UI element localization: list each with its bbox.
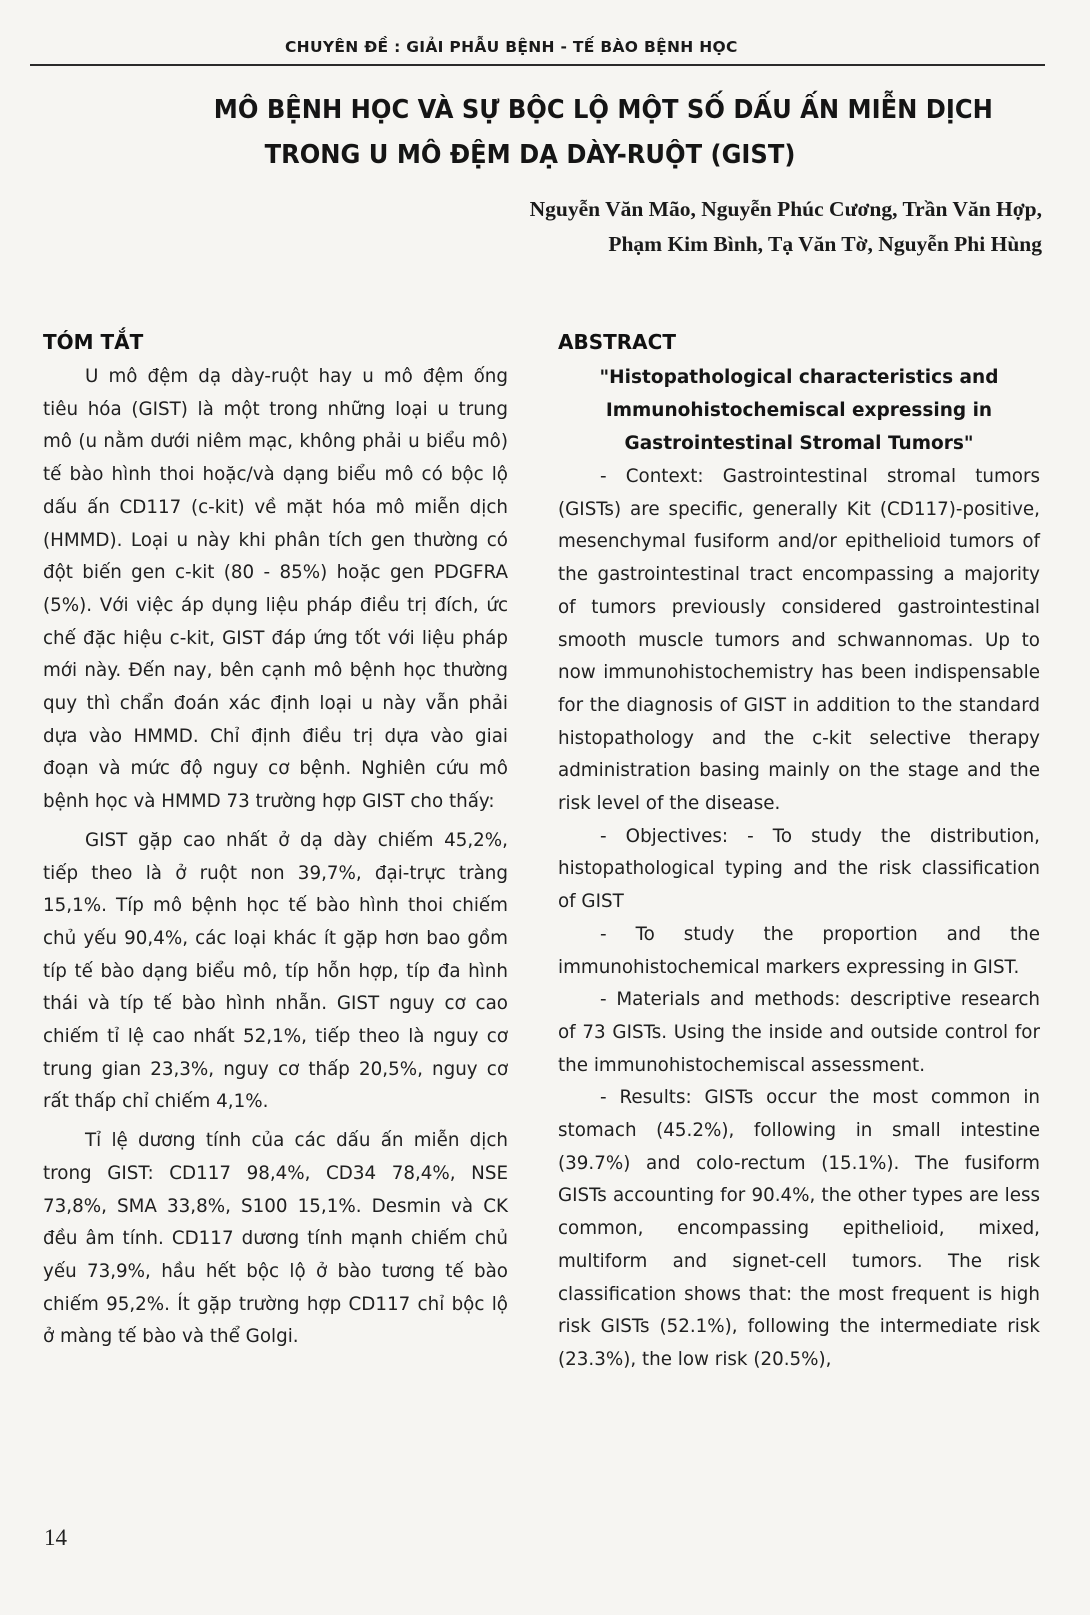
abstract-context: - Context: Gastrointestinal stromal tumors (GISTs) are specific, generally Kit (CD117)-positive, mesenchymal fusiform and/or epithelioid tumors of the gastrointestinal tract encompassing a majority of tumors previously considered gastrointestinal smooth muscle tumors and schwannomas. Up to now immunohistochemistry has been indispensable for the diagnosis of GIST in addition to the standard histopathology and the c-kit selective therapy administration basing mainly on the stage and the risk level of the disease. <box>558 466 1040 815</box>
abstract-column <box>558 325 1040 1377</box>
abstract-results: - Results: GISTs occur the most common in stomach (45.2%), following in small intestine (39.7%) and colo-rectum (15.1%). The fusiform GISTs accounting for 90.4%, the other types are less common, encompassing epithelioid, mixed, multiform and signet-cell tumors. The risk classification shows that: the most frequent is high risk GISTs (52.1%), following the intermediate risk (23.3%), the low risk (20.5%), <box>558 1087 1040 1370</box>
summary-heading: TÓM TẮT <box>43 330 144 354</box>
summary-paragraph-3: Tỉ lệ dương tính của các dấu ấn miễn dịch trong GIST: CD117 98,4%, CD34 78,4%, NSE 73,8%, SMA 33,8%, S100 15,1%. Desmin và CK đều âm tính. CD117 dương tính mạnh chiếm chủ yếu 73,9%, hầu hết bộc lộ ở bào tương tế bào chiếm 95,2%. Ít gặp trường hợp CD117 chỉ bộc lộ ở màng tế bào và thể Golgi. <box>43 1130 508 1348</box>
abstract-subtitle: "Histopathological characteristics and Immunohistochemiscal expressing in Gastrointestinal Stromal Tumors" <box>599 367 999 454</box>
author-list <box>322 192 1042 262</box>
summary-paragraph-2: GIST gặp cao nhất ở dạ dày chiếm 45,2%, tiếp theo là ở ruột non 39,7%, đại-trực tràng 15,1%. Típ mô bệnh học tế bào hình thoi chiếm chủ yếu 90,4%, các loại khác ít gặp hơn bao gồm típ tế bào dạng biểu mô, típ hỗn hợp, típ đa hình thái và típ tế bào hình nhẫn. GIST nguy cơ cao chiếm tỉ lệ cao nhất 52,1%, tiếp theo là nguy cơ trung gian 23,3%, nguy cơ thấp 20,5%, nguy cơ rất thấp chỉ chiếm 4,1%. <box>43 829 508 1113</box>
title-line-2: TRONG U MÔ ĐỆM DẠ DÀY-RUỘT (GIST) <box>264 140 796 170</box>
abstract-methods: - Materials and methods: descriptive research of 73 GISTs. Using the inside and outside control for the immunohistochemiscal assessment. <box>558 989 1040 1076</box>
page-number: 14 <box>44 1525 67 1550</box>
section-label: CHUYÊN ĐỀ : GIẢI PHẪU BỆNH - TẾ BÀO BỆNH HỌC <box>285 38 738 56</box>
summary-paragraph-1: U mô đệm dạ dày-ruột hay u mô đệm ống tiêu hóa (GIST) là một trong những loại u trung mô (u nằm dưới niêm mạc, không phải u biểu mô) tế bào hình thoi hoặc/và dạng biểu mô có bộc lộ dấu ấn CD117 (c-kit) về mặt hóa mô miễn dịch (HMMD). Loại u này khi phân tích gen thường có đột biến gen c-kit (80 - 85%) hoặc gen PDGFRA (5%). Với việc áp dụng liệu pháp điều trị đích, ức chế đặc hiệu c-kit, GIST đáp ứng tốt với liệu pháp mới này. Đến nay, bên cạnh mô bệnh học thường quy thì chẩn đoán xác định loại u này vẫn phải dựa vào HMMD. Chỉ định điều trị dựa vào giai đoạn và mức độ nguy cơ bệnh. Nghiên cứu mô bệnh học và HMMD 73 trường hợp GIST cho thấy: <box>43 366 508 813</box>
title-line-1: MÔ BỆNH HỌC VÀ SỰ BỘC LỘ MỘT SỐ DẤU ẤN MIỄN DỊCH <box>213 95 993 125</box>
authors-line-2: Phạm Kim Bình, Tạ Văn Tờ, Nguyễn Phi Hùng <box>608 232 1042 256</box>
journal-section-header <box>30 30 1045 66</box>
article-title <box>213 88 993 178</box>
abstract-objectives: - Objectives: - To study the distribution, histopathological typing and the risk classification of GIST <box>558 825 1040 913</box>
abstract-heading: ABSTRACT <box>558 330 676 354</box>
abstract-objectives-2: - To study the proportion and the immunohistochemical markers expressing in GIST. <box>558 923 1040 978</box>
authors-line-1: Nguyễn Văn Mão, Nguyễn Phúc Cương, Trần Văn Hợp, <box>529 197 1042 221</box>
summary-column <box>43 325 508 1354</box>
